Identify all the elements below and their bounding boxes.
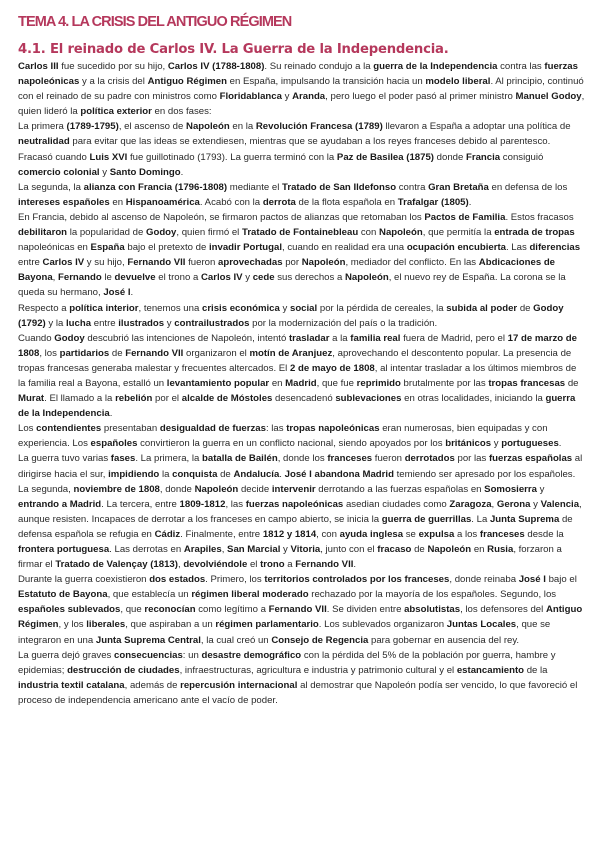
text-run: , quien lideró la: [18, 91, 585, 118]
text-run: . Se dividen entre: [326, 604, 405, 616]
text-run: Los: [18, 423, 37, 435]
text-run: en defensa de los: [488, 181, 568, 193]
bold-text: Napoleón: [379, 227, 423, 239]
text-run: , con: [316, 528, 340, 540]
bold-text: tropas francesas: [488, 377, 566, 389]
bold-text: Madrid: [285, 377, 317, 389]
text-run: fueron: [185, 257, 218, 269]
text-run: .: [558, 438, 562, 450]
text-run: le: [101, 272, 115, 284]
text-run: de: [411, 544, 428, 555]
bold-text: liberales: [86, 619, 126, 631]
bold-text: Fernando VII: [127, 257, 186, 269]
bold-text: reconocían: [144, 604, 196, 616]
text-run: fueron: [372, 453, 405, 465]
text-run: La guerra tuvo varias: [18, 453, 111, 465]
text-run: . Las derrotas en: [109, 544, 184, 555]
bold-text: Juntas Locales: [446, 619, 517, 631]
text-run: ,: [52, 272, 58, 284]
bold-text: ocupación encubierta: [406, 242, 506, 254]
bold-text: contrailustrados: [174, 317, 250, 329]
bold-text: subida al poder: [446, 302, 518, 314]
text-run: de: [565, 377, 579, 389]
text-run: brutalmente por las: [400, 377, 489, 389]
text-run: entre: [91, 317, 119, 329]
bold-text: absolutistas: [404, 604, 461, 616]
text-run: , que fue: [316, 377, 357, 389]
bold-text: Estatuto de Bayona: [18, 589, 108, 601]
bold-text: reprimido: [356, 377, 401, 389]
text-run: , mediador del conflicto. En las: [345, 257, 479, 269]
text-run: La segunda, la: [18, 181, 84, 193]
bold-text: Fernando VII: [125, 347, 184, 359]
text-run: . La primera, la: [135, 453, 202, 465]
bold-text: expulsa: [418, 528, 455, 540]
text-run: de la: [524, 664, 548, 676]
bold-text: Abdicaciones de Bayona: [18, 257, 556, 284]
bold-text: Hispanoamérica: [125, 196, 200, 208]
bold-text: ayuda inglesa: [339, 528, 404, 540]
text-run: entre: [18, 257, 43, 269]
bold-text: dos estados: [149, 574, 206, 586]
text-run: , aprovechando el descontento popular. La presencia de tropas francesas generaba malestar y frecuentes altercados. El: [18, 347, 572, 374]
text-run: bajo el: [545, 574, 577, 586]
text-run: .: [468, 196, 472, 208]
text-run: decide: [238, 483, 272, 495]
text-run: .: [353, 559, 357, 571]
bold-text: Zaragoza: [449, 498, 492, 510]
bold-text: Andalucía: [233, 468, 280, 480]
bold-text: España: [90, 242, 125, 254]
bold-text: San Marcial: [227, 544, 281, 555]
bold-text: lucha: [66, 317, 92, 329]
text-run: y: [530, 498, 541, 510]
paragraph-9: [18, 572, 586, 647]
text-run: , que se integraron en una: [18, 619, 551, 646]
bold-text: 2 de mayo de 1808: [289, 362, 375, 374]
text-run: eran numerosas, bien equipadas y con experiencia. Los: [18, 423, 548, 450]
text-run: el trono a: [155, 272, 201, 284]
bold-text: Napoleón: [344, 272, 389, 284]
bold-text: Fernando VII: [295, 559, 354, 571]
text-run: de defensa española se refugia en: [18, 513, 573, 540]
bold-text: levantamiento popular: [166, 377, 270, 389]
bold-text: rebelión: [115, 393, 153, 405]
text-run: : un: [182, 649, 202, 661]
bold-text: guerra de guerrillas: [381, 513, 472, 525]
bold-text: españoles sublevados: [18, 604, 121, 616]
text-run: , cuando en realidad era una: [282, 242, 407, 254]
bold-text: desastre demográfico: [201, 649, 302, 661]
bold-text: Tratado de San Ildefonso: [282, 181, 397, 193]
text-run: de la flota española en: [295, 196, 398, 208]
bold-text: diferencias: [529, 242, 581, 254]
bold-text: crisis económica: [201, 302, 280, 314]
text-run: llevaron a España a adoptar una política de: [382, 121, 571, 133]
bold-text: guerra de la Independencia: [373, 61, 498, 72]
text-run: por el: [152, 393, 182, 405]
bold-text: frontera portuguesa: [18, 544, 110, 555]
bold-text: Somosierra: [484, 483, 537, 495]
bold-text: entrando a Madrid: [18, 498, 102, 510]
text-run: temiendo ser apresado por los españoles. La segunda,: [18, 468, 576, 495]
bold-text: británicos: [445, 438, 492, 450]
paragraph-7: [18, 421, 586, 451]
bold-text: intervenir: [271, 483, 316, 495]
text-run: desencadenó: [272, 393, 336, 405]
text-run: para gobernar en ausencia del rey.: [368, 634, 520, 646]
text-run: , el ascenso de: [118, 121, 187, 133]
text-run: en: [109, 196, 126, 208]
text-run: , forzaron a firmar el: [18, 544, 562, 571]
bold-text: Carlos IV: [42, 257, 85, 269]
bold-text: José I: [103, 287, 131, 299]
text-run: La primera: [18, 121, 67, 133]
text-run: a los: [454, 528, 480, 540]
text-run: presentaban: [101, 423, 160, 435]
text-run: para evitar que las ideas se extendiesen, mientras que se ayudaban a los reyes franceses debido al parentesco. Fracasó cuando: [18, 136, 551, 163]
text-run: , que: [120, 604, 145, 616]
text-run: , donde reinaba: [449, 574, 519, 586]
text-run: y: [536, 483, 545, 495]
bold-text: devuelve: [114, 272, 156, 284]
text-run: consiguió: [500, 151, 544, 163]
text-run: Cuando: [18, 332, 55, 344]
bold-text: intereses españoles: [18, 196, 110, 208]
bold-text: derrota: [262, 196, 296, 208]
bold-text: Godoy (1792): [18, 302, 564, 329]
text-run: , los defensores del: [460, 604, 546, 616]
text-run: convirtieron la guerra en un conflicto nacional, siendo apoyados por los: [137, 438, 446, 450]
bold-text: batalla de Bailén: [202, 453, 278, 465]
text-run: , que aspiraban a un: [125, 619, 216, 631]
bold-text: Consejo de Regencia: [271, 634, 369, 646]
text-run: en otras localidades, iniciando la: [401, 393, 546, 405]
text-run: mediante el: [227, 181, 283, 193]
bold-text: familia real: [350, 332, 401, 344]
text-run: por las: [454, 453, 489, 465]
text-run: como legítimo a: [195, 604, 269, 616]
bold-text: Vitoria: [290, 544, 321, 555]
bold-text: territorios controlados por los franceses: [264, 574, 450, 586]
text-run: y: [279, 302, 290, 314]
bold-text: modelo liberal: [425, 76, 491, 88]
bold-text: fuerzas napoleónicas: [245, 498, 344, 510]
text-run: de: [109, 347, 126, 359]
bold-text: (1789-1795): [66, 121, 119, 133]
text-run: Respecto a: [18, 302, 70, 314]
bold-text: consecuencias: [114, 649, 183, 661]
text-run: por: [282, 257, 302, 269]
text-run: la popularidad de: [67, 227, 146, 239]
bold-text: José I: [518, 574, 546, 586]
text-run: , la cual creó un: [200, 634, 272, 646]
text-run: La guerra dejó graves: [18, 649, 114, 661]
text-run: fue sucedido por su hijo,: [58, 61, 168, 72]
text-run: , y los: [58, 619, 87, 631]
text-run: ,: [491, 498, 497, 510]
bold-text: Gerona: [496, 498, 531, 510]
bold-text: impidiendo: [108, 468, 160, 480]
bold-text: Arapiles: [183, 544, 222, 555]
text-run: se: [403, 528, 419, 540]
text-run: y su hijo,: [84, 257, 128, 269]
bold-text: entrada de tropas: [494, 227, 575, 239]
text-run: , junto con el: [320, 544, 378, 555]
section-heading: 4.1. El reinado de Carlos IV. La Guerra de la Independencia.: [18, 42, 449, 57]
bold-text: cede: [252, 272, 275, 284]
bold-text: partidarios: [59, 347, 110, 359]
bold-text: Pactos de Familia: [424, 211, 506, 223]
bold-text: conquista: [172, 468, 218, 480]
text-run: , que permitía la: [422, 227, 495, 239]
text-run: : las: [265, 423, 287, 435]
page-title: TEMA 4. LA CRISIS DEL ANTIGUO RÉGIMEN: [18, 14, 292, 30]
bold-text: 1812 y 1814: [262, 528, 317, 540]
text-run: el: [247, 559, 261, 571]
bold-text: neutralidad: [18, 136, 70, 148]
text-run: y: [99, 166, 110, 178]
bold-text: Carlos IV: [200, 272, 243, 284]
bold-text: Cádiz: [154, 528, 181, 540]
text-run: en España, impulsando la transición hacia un: [226, 76, 426, 88]
text-run: , donde: [159, 483, 195, 495]
text-run: la: [159, 468, 173, 480]
text-run: . La: [471, 513, 490, 525]
bold-text: Tratado de Valençay (1813): [55, 559, 178, 571]
bold-text: alianza con Francia (1796-1808): [83, 181, 228, 193]
bold-text: franceses: [479, 528, 525, 540]
text-run: a la: [329, 332, 351, 344]
text-run: a: [284, 559, 296, 571]
text-run: y: [280, 544, 291, 555]
paragraph-6: [18, 331, 586, 422]
text-run: contra: [396, 181, 429, 193]
bold-text: aprovechadas: [218, 257, 283, 269]
text-run: bajo el pretexto de: [124, 242, 209, 254]
paragraph-3: [18, 180, 586, 210]
bold-text: tropas napoleónicas: [286, 423, 380, 435]
text-run: y: [164, 317, 175, 329]
bold-text: Floridablanca: [219, 91, 282, 103]
bold-text: Valencia: [540, 498, 580, 510]
bold-text: Trafalgar (1805): [397, 196, 469, 208]
bold-text: Junta Suprema: [489, 513, 560, 525]
bold-text: invadir Portugal: [208, 242, 282, 254]
bold-text: Carlos IV (1788-1808): [167, 61, 265, 72]
bold-text: Gran Bretaña: [428, 181, 489, 193]
bold-text: fuerzas españolas: [488, 453, 573, 465]
text-run: .: [180, 166, 184, 178]
bold-text: portugueses: [501, 438, 559, 450]
text-run: y: [281, 91, 293, 103]
bold-text: comercio colonial: [18, 166, 100, 178]
text-run: por la modernización del país o la tradición.: [249, 317, 438, 329]
bold-text: noviembre de 1808: [73, 483, 160, 495]
bold-text: Napoleón: [194, 483, 239, 495]
text-run: al demostrar que Napoleón podía ser vencido, lo que favoreció el proceso de independencia americano ante el vacío de poder.: [18, 679, 578, 706]
bold-text: Fernando VII: [268, 604, 327, 616]
bold-text: ilustrados: [118, 317, 165, 329]
text-run: . Finalmente, entre: [180, 528, 263, 540]
text-run: derrotando a las fuerzas españolas en: [315, 483, 485, 495]
text-run: contra las: [497, 61, 545, 72]
bold-text: José I abandona Madrid: [284, 468, 394, 480]
text-run: ,: [177, 559, 184, 571]
text-run: .: [109, 408, 113, 420]
text-run: . Primero, los: [205, 574, 265, 586]
bold-text: Napoleón: [186, 121, 230, 133]
text-run: . Las: [505, 242, 530, 254]
text-run: de: [217, 468, 234, 480]
bold-text: Godoy: [146, 227, 177, 239]
paragraph-8: [18, 451, 586, 572]
bold-text: repercusión internacional: [180, 679, 298, 691]
bold-text: Revolución Francesa (1789): [255, 121, 383, 133]
bold-text: Godoy: [54, 332, 85, 344]
text-run: en: [269, 377, 286, 389]
text-run: por la pérdida de cereales, la: [317, 302, 447, 314]
bold-text: derrotados: [404, 453, 455, 465]
bold-text: Carlos III: [18, 61, 59, 72]
text-run: sus derechos a: [274, 272, 345, 284]
bold-text: Manuel Godoy: [515, 91, 582, 103]
text-run: y a la crisis del: [79, 76, 148, 88]
text-run: . Los sublevados organizaron: [318, 619, 447, 631]
bold-text: alcalde de Móstoles: [181, 393, 273, 405]
text-run: , infraestructuras, agricultura e industria y patrimonio cultural y el: [179, 664, 457, 676]
text-run: En Francia, debido al ascenso de Napoleón, se firmaron pactos de alianzas que retomaban los: [18, 211, 425, 223]
text-run: fue guillotinado (1793). La guerra terminó con la: [127, 151, 337, 163]
bold-text: régimen parlamentario: [215, 619, 319, 631]
text-run: en dos fases:: [151, 106, 212, 118]
bold-text: fuerzas napoleónicas: [18, 61, 578, 88]
text-run: ,: [221, 544, 228, 555]
text-run: , los: [39, 347, 60, 359]
text-run: , donde los: [277, 453, 328, 465]
bold-text: Santo Domingo: [109, 166, 181, 178]
text-run: , las: [225, 498, 246, 510]
text-run: , al intentar trasladar a los últimos miembros de la familia real a Bayona, estalló un: [18, 362, 577, 389]
bold-text: industria textil catalana: [18, 679, 125, 691]
bold-text: sublevaciones: [335, 393, 402, 405]
bold-text: guerra de la Independencia: [18, 393, 576, 420]
text-run: rechazado por la mayoría de los españoles. Segundo, los: [308, 589, 557, 601]
text-run: . El llamado a la: [44, 393, 116, 405]
text-run: .: [279, 468, 285, 480]
bold-text: Paz de Basilea (1875): [336, 151, 434, 163]
bold-text: Napoleón: [427, 544, 472, 555]
bold-text: social: [289, 302, 318, 314]
paragraph-2: [18, 119, 586, 179]
bold-text: Tratado de Fontainebleau: [241, 227, 359, 239]
text-run: asedian ciudades como: [343, 498, 450, 510]
bold-text: devolviéndole: [183, 559, 248, 571]
bold-text: Fernando: [58, 272, 102, 284]
bold-text: Junta Suprema Central: [95, 634, 201, 646]
bold-text: trasladar: [288, 332, 330, 344]
bold-text: debilitaron: [18, 227, 68, 239]
text-run: . La tercera, entre: [101, 498, 180, 510]
bold-text: Aranda: [292, 91, 326, 103]
text-run: y: [242, 272, 253, 284]
text-run: , aunque resisten. Incapaces de derrotar a los franceses en campo abierto, se inicia la: [18, 498, 582, 525]
text-run: donde: [433, 151, 466, 163]
bold-text: fases: [110, 453, 136, 465]
bold-text: Francia: [466, 151, 501, 163]
text-run: Durante la guerra coexistieron: [18, 574, 150, 586]
bold-text: Murat: [18, 393, 45, 405]
text-run: . Estos fracasos: [505, 211, 574, 223]
text-run: . Al principio, continuó con el reinado de su padre con ministros como: [18, 76, 584, 103]
text-run: y la: [45, 317, 66, 329]
text-run: descubrió las intenciones de Napoleón, intentó: [84, 332, 289, 344]
bold-text: contendientes: [36, 423, 102, 435]
text-run: de: [517, 302, 534, 314]
bold-text: Antiguo Régimen: [147, 76, 227, 88]
text-run: , tenemos una: [138, 302, 202, 314]
text-run: y: [491, 438, 502, 450]
text-run: , quien firmó el: [176, 227, 242, 239]
bold-text: Antiguo Régimen: [18, 604, 583, 631]
bold-text: Rusia: [487, 544, 514, 555]
bold-text: 17 de marzo de 1808: [18, 332, 577, 359]
text-run: organizaron el: [183, 347, 250, 359]
text-run: con la pérdida del 5% de la población por guerra, hambre y epidemias;: [18, 649, 556, 676]
text-run: . Su reinado condujo a la: [264, 61, 374, 72]
text-run: , pero luego el poder pasó al primer ministro: [325, 91, 516, 103]
document-body: [18, 59, 586, 708]
paragraph-1: [18, 59, 586, 119]
paragraph-4: [18, 210, 586, 301]
text-run: en la: [229, 121, 256, 133]
text-run: desde la: [524, 528, 564, 540]
bold-text: fracaso: [377, 544, 412, 555]
bold-text: política exterior: [80, 106, 152, 118]
bold-text: estancamiento: [456, 664, 525, 676]
bold-text: motín de Aranjuez: [249, 347, 333, 359]
text-run: napoleónicas en: [18, 242, 91, 254]
text-run: , que establecía un: [107, 589, 192, 601]
bold-text: destrucción de ciudades: [67, 664, 180, 676]
paragraph-5: [18, 301, 586, 331]
bold-text: Luis XVI: [89, 151, 128, 163]
text-run: , el nuevo rey de España. La corona se la queda su hermano,: [18, 272, 566, 299]
bold-text: trono: [260, 559, 285, 571]
text-run: , además de: [124, 679, 181, 691]
paragraph-10: [18, 648, 586, 708]
bold-text: régimen liberal moderado: [191, 589, 309, 601]
bold-text: política interior: [69, 302, 139, 314]
text-run: con: [358, 227, 380, 239]
bold-text: franceses: [327, 453, 373, 465]
bold-text: españoles: [90, 438, 138, 450]
text-run: en: [471, 544, 488, 555]
bold-text: 1809-1812: [179, 498, 226, 510]
bold-text: Napoleón: [301, 257, 346, 269]
bold-text: desigualdad de fuerzas: [159, 423, 266, 435]
text-run: al dirigirse hacia el sur,: [18, 453, 583, 480]
text-run: fuera de Madrid, pero el: [400, 332, 508, 344]
text-run: . Acabó con la: [199, 196, 263, 208]
text-run: .: [130, 287, 134, 299]
